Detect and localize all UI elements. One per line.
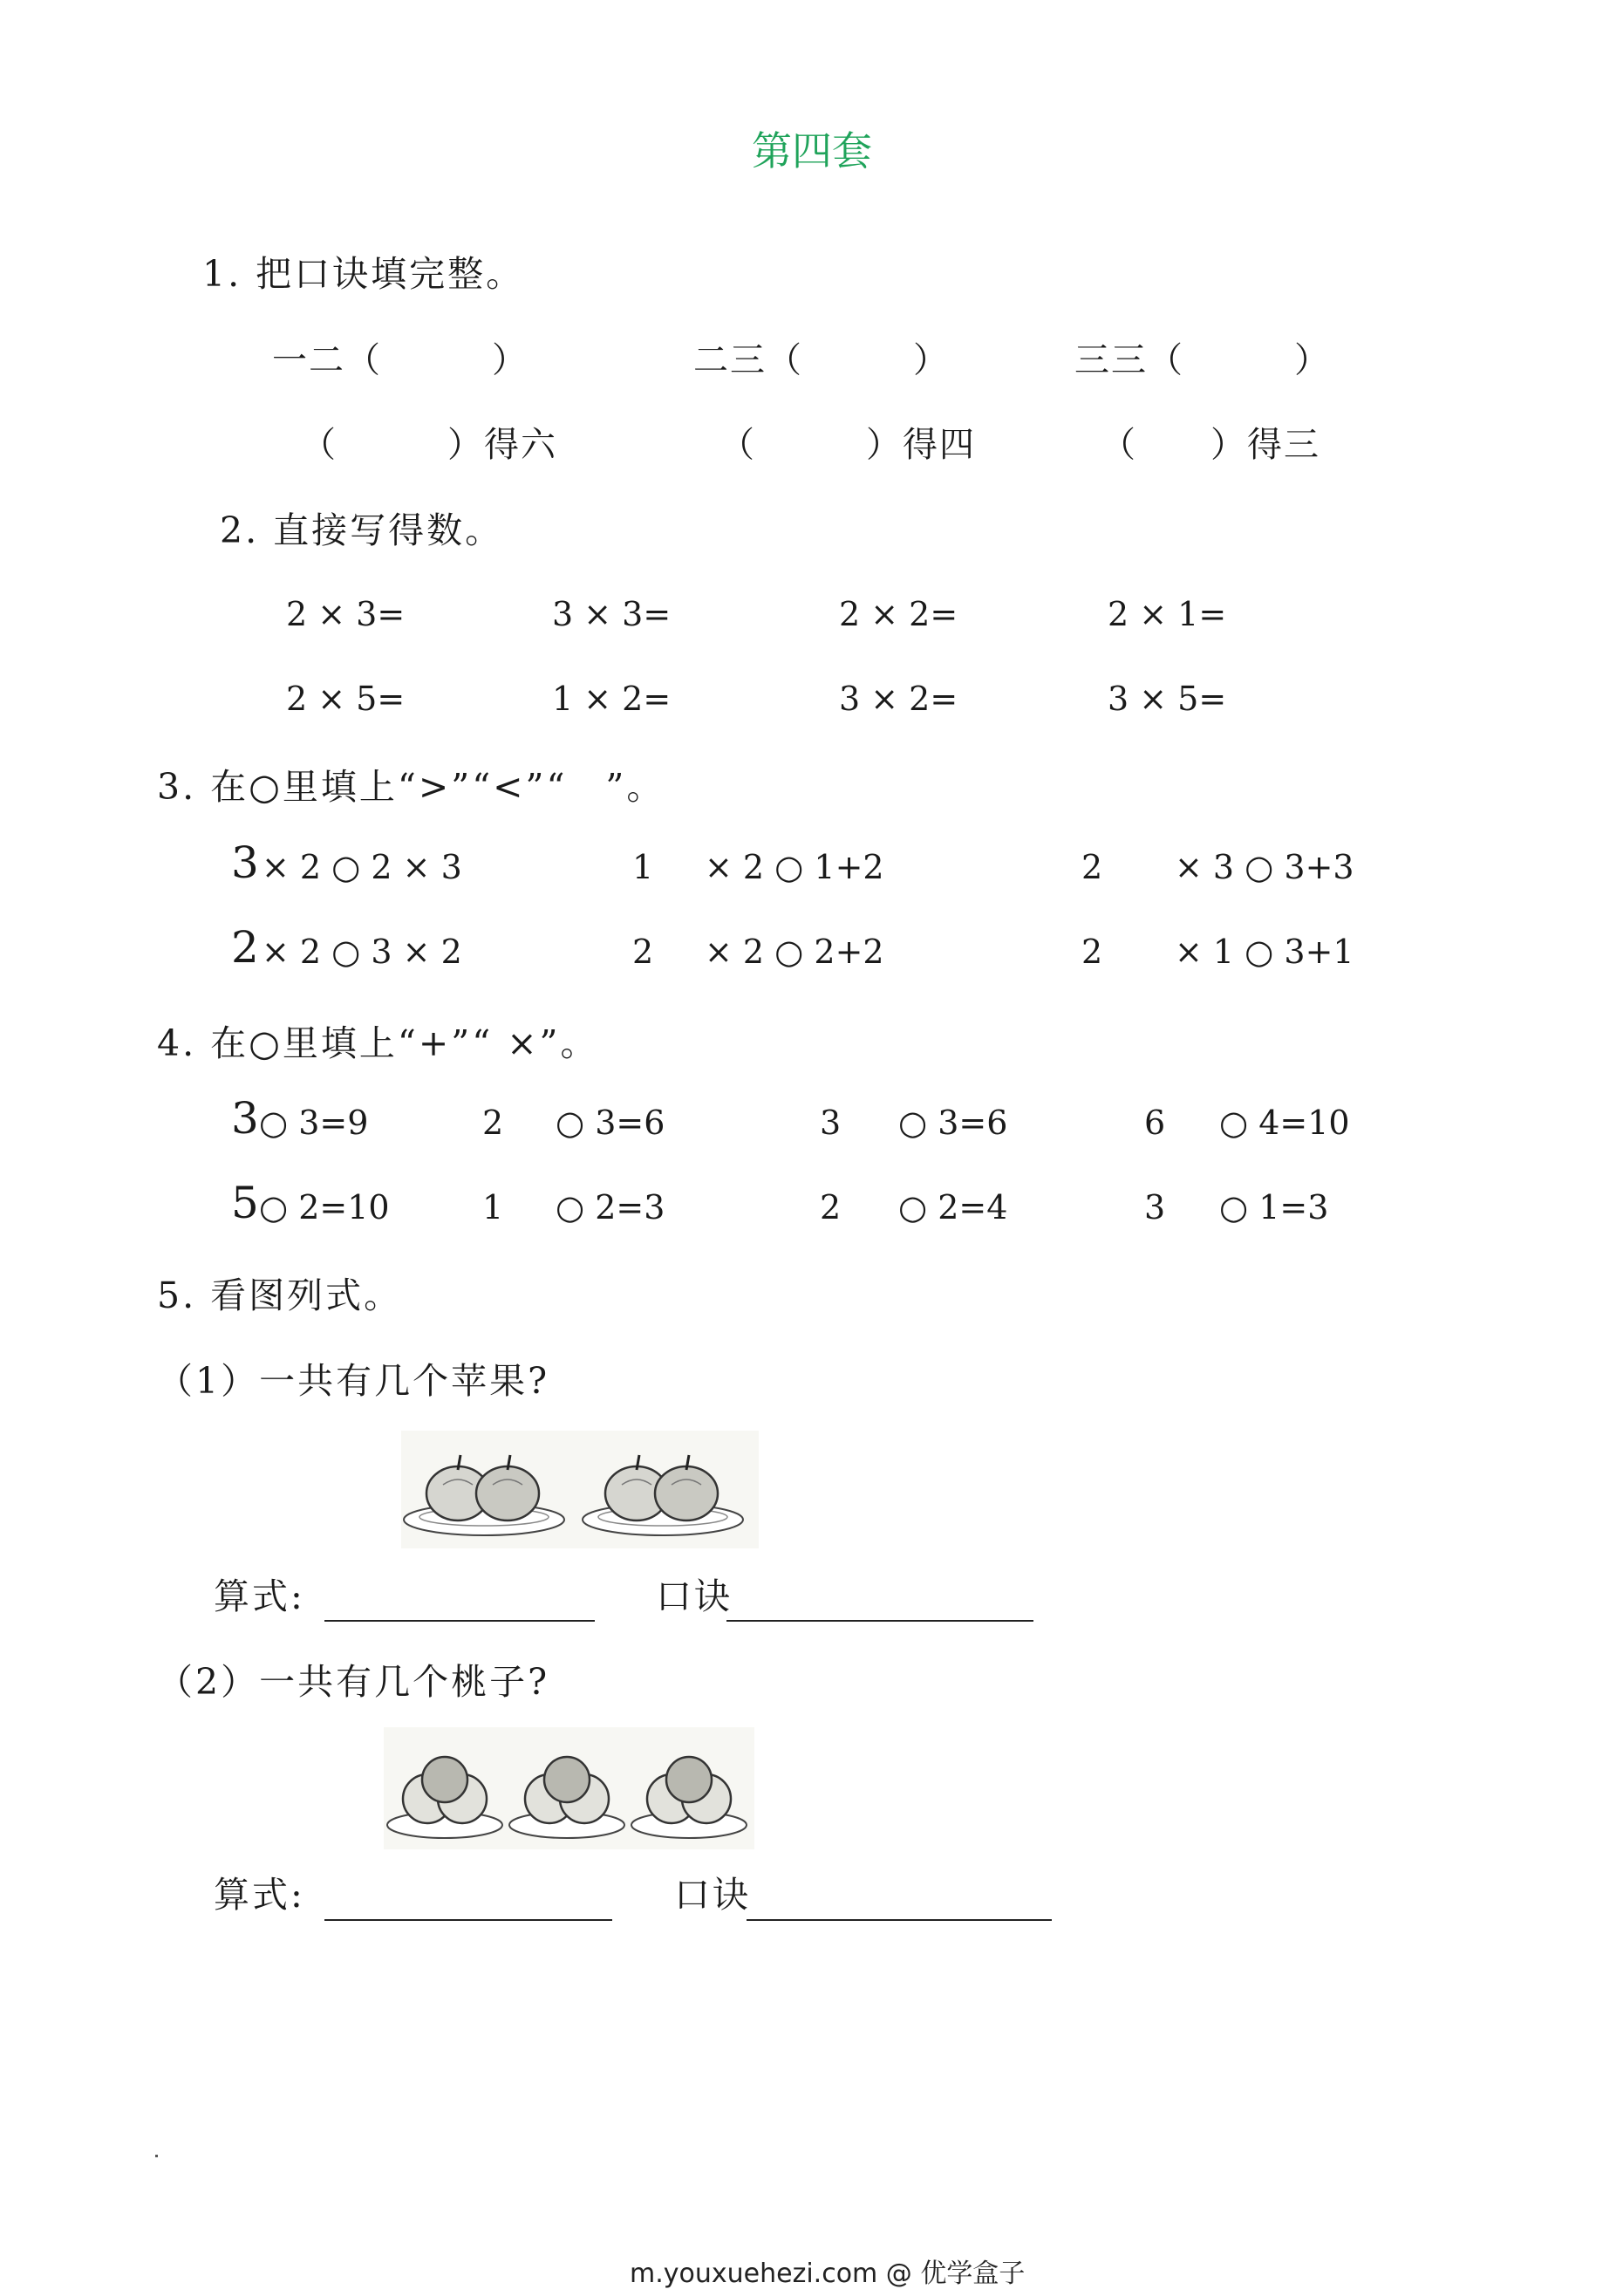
question-4-heading: 4. 在○里填上“+”“ ×”。 xyxy=(157,1022,599,1064)
q1-blank-er-san: 二三（ ） xyxy=(693,340,950,380)
q1-blank-san-san: 三三（ ） xyxy=(1074,340,1331,380)
q1-blank-de-si: （ ）得四 xyxy=(719,425,976,465)
q3-lead-number: 3 xyxy=(231,837,259,888)
q4-equation: ○ 4=10 xyxy=(1219,1104,1350,1142)
q2-expr: 2 × 2= xyxy=(839,595,958,633)
q4-lead-number: 3 xyxy=(231,1093,259,1144)
q3-lead-number: 1 xyxy=(632,848,654,886)
q4-equation: ○ 2=3 xyxy=(556,1188,665,1227)
q4-equation: ○ 3=9 xyxy=(259,1104,369,1142)
q1-blank-yi-er: 一二（ ） xyxy=(272,340,528,380)
page-title: 第四套 xyxy=(752,127,872,174)
q4-lead-number: 5 xyxy=(231,1178,259,1228)
q4-lead-number: 3 xyxy=(820,1104,842,1142)
q1-blank-de-san: （ ）得三 xyxy=(1101,425,1320,465)
q1-blank-de-liu: （ ）得六 xyxy=(301,425,557,465)
formula-answer-line[interactable] xyxy=(324,1919,612,1921)
peaches-on-plates-image xyxy=(384,1727,754,1849)
formula-answer-line[interactable] xyxy=(324,1620,595,1622)
rhyme-label: 口诀 xyxy=(674,1874,751,1916)
q4-lead-number: 2 xyxy=(482,1104,504,1142)
q2-expr: 2 × 1= xyxy=(1108,595,1227,633)
q4-equation: ○ 2=10 xyxy=(259,1188,390,1227)
q2-expr: 3 × 2= xyxy=(839,680,958,718)
q2-expr: 3 × 5= xyxy=(1108,680,1227,718)
q3-compare: × 1 ○ 3+1 xyxy=(1175,933,1354,971)
q3-compare: × 3 ○ 3+3 xyxy=(1175,848,1354,886)
apples-on-plates-image xyxy=(401,1431,759,1548)
q3-lead-number: 2 xyxy=(1081,933,1103,971)
q2-expr: 1 × 2= xyxy=(552,680,672,718)
question-1-heading: 1. 把口诀填完整。 xyxy=(202,253,525,295)
rhyme-label: 口诀 xyxy=(656,1575,733,1617)
q4-equation: ○ 3=6 xyxy=(898,1104,1008,1142)
q4-equation: ○ 3=6 xyxy=(556,1104,665,1142)
q4-equation: ○ 1=3 xyxy=(1219,1188,1329,1227)
q2-expr: 2 × 3= xyxy=(286,595,406,633)
formula-label: 算式: xyxy=(214,1874,305,1916)
q3-compare: × 2 ○ 2+2 xyxy=(705,933,884,971)
q3-compare: × 2 ○ 2 × 3 xyxy=(262,848,462,886)
q3-lead-number: 2 xyxy=(1081,848,1103,886)
rhyme-answer-line[interactable] xyxy=(747,1919,1052,1921)
footer-site-link[interactable]: m.youxuehezi.com @ 优学盒子 xyxy=(630,2258,1026,2289)
q4-equation: ○ 2=4 xyxy=(898,1188,1008,1227)
q4-lead-number: 2 xyxy=(820,1188,842,1227)
q4-lead-number: 6 xyxy=(1144,1104,1166,1142)
q5-part1-question: （1）一共有几个苹果? xyxy=(157,1360,550,1402)
q5-part2-question: （2）一共有几个桃子? xyxy=(157,1661,550,1703)
q4-lead-number: 3 xyxy=(1144,1188,1166,1227)
q3-lead-number: 2 xyxy=(632,933,654,971)
q3-compare: × 2 ○ 3 × 2 xyxy=(262,933,462,971)
q3-compare: × 2 ○ 1+2 xyxy=(705,848,884,886)
formula-label: 算式: xyxy=(214,1575,305,1617)
q2-expr: 3 × 3= xyxy=(552,595,672,633)
q4-lead-number: 1 xyxy=(482,1188,504,1227)
question-2-heading: 2. 直接写得数。 xyxy=(220,509,504,551)
q2-expr: 2 × 5= xyxy=(286,680,406,718)
question-3-heading: 3. 在○里填上“>”“<”“ ”。 xyxy=(157,766,665,808)
stray-dot xyxy=(155,2155,158,2157)
question-5-heading: 5. 看图列式。 xyxy=(157,1274,403,1316)
q3-lead-number: 2 xyxy=(231,922,259,973)
rhyme-answer-line[interactable] xyxy=(726,1620,1033,1622)
